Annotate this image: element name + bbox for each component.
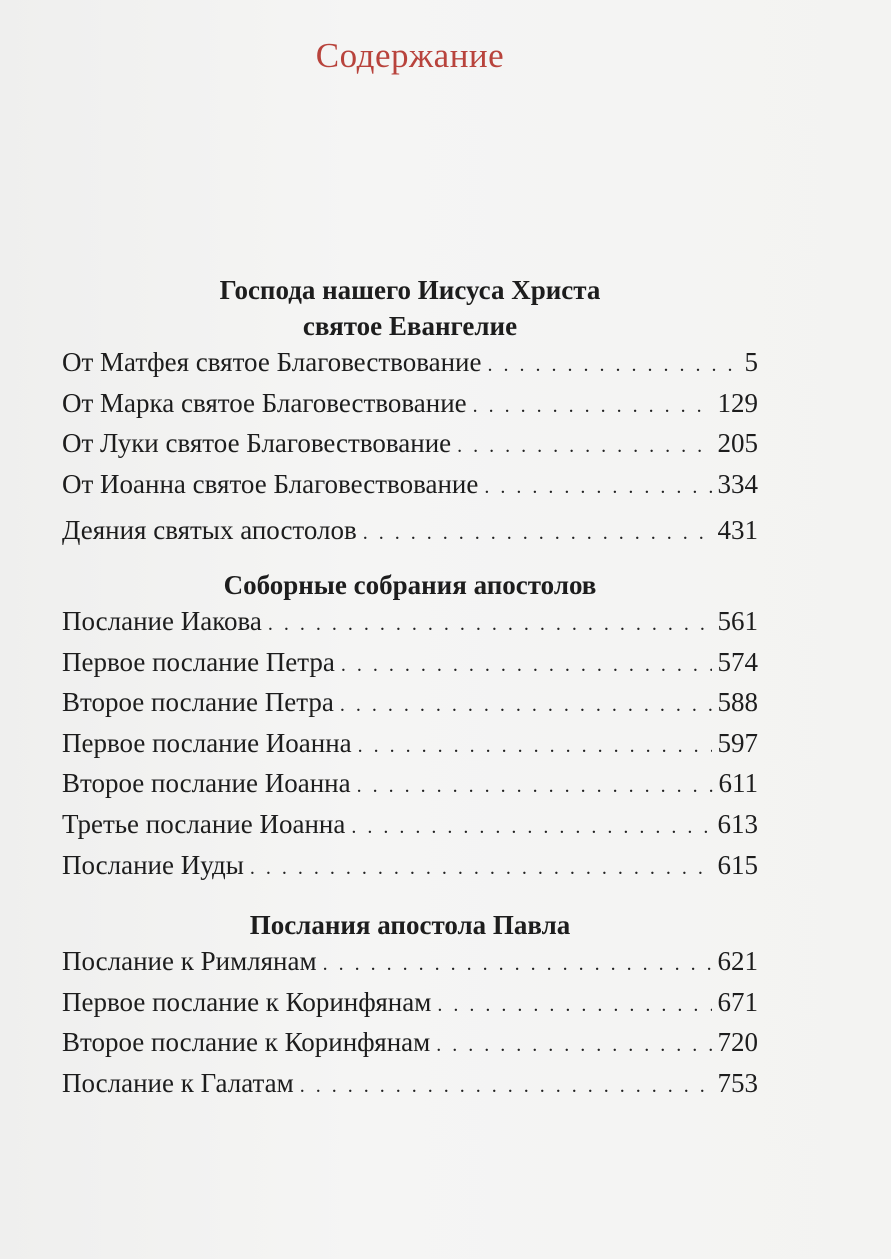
dot-leader	[323, 946, 712, 984]
toc-entry-page: 611	[718, 768, 758, 799]
toc-entry-page: 613	[717, 808, 758, 839]
toc-entry[interactable]	[62, 806, 758, 847]
toc-entry[interactable]	[62, 1065, 758, 1106]
toc-entry-title: Второе послание Петра	[62, 687, 334, 718]
dot-leader	[437, 987, 711, 1025]
toc-entry-title: Послание Иакова	[62, 605, 262, 636]
section-heading-line: святое Евангелие	[302, 311, 518, 341]
dot-leader	[487, 347, 738, 385]
dot-leader	[351, 809, 711, 847]
section-heading-pauline-epistles	[62, 907, 758, 943]
toc-entry-page: 588	[717, 687, 758, 718]
dot-leader	[250, 850, 712, 888]
toc-entry-title: Первое послание Иоанна	[62, 727, 352, 758]
toc-entry-page: 720	[717, 1027, 758, 1058]
toc-entry[interactable]	[62, 466, 758, 507]
toc-entry-page: 621	[717, 946, 758, 977]
section-heading-catholic-epistles	[62, 567, 758, 603]
dot-leader	[340, 687, 712, 725]
dot-leader	[358, 728, 712, 766]
section-heading-line: Господа нашего Иисуса Христа	[219, 275, 601, 305]
toc-entry-page: 753	[717, 1067, 758, 1098]
toc-entry-page: 5	[744, 347, 758, 377]
dot-leader	[357, 768, 713, 806]
toc-entry[interactable]	[62, 984, 758, 1025]
toc-entry-page: 574	[717, 646, 758, 677]
toc-entry[interactable]	[62, 425, 758, 466]
page-title: Содержание	[315, 36, 505, 75]
dot-leader	[473, 388, 712, 426]
section-heading-gospels	[62, 272, 758, 344]
section-heading-line: Соборные собрания апостолов	[223, 569, 597, 600]
toc-entry[interactable]	[62, 943, 758, 984]
dot-leader	[436, 1027, 711, 1065]
toc-entry-title: Деяния святых апостолов	[62, 515, 357, 546]
toc-entry-page: 205	[717, 428, 758, 459]
dot-leader	[341, 647, 712, 685]
dot-leader	[457, 428, 711, 466]
toc-entry[interactable]	[62, 725, 758, 766]
dot-leader	[363, 515, 712, 553]
toc-entry-page: 561	[717, 605, 758, 636]
toc-entry-title: От Иоанна святое Благовествование	[62, 468, 479, 499]
toc-entry-page: 334	[717, 468, 758, 499]
toc-entry-page: 129	[717, 387, 758, 418]
toc-entry-page: 597	[717, 727, 758, 758]
toc-entry[interactable]	[62, 684, 758, 725]
toc-entry-title: Третье послание Иоанна	[62, 808, 346, 839]
toc-entry-page: 431	[717, 515, 758, 546]
toc-entry[interactable]	[62, 847, 758, 888]
toc-entry[interactable]	[62, 385, 758, 426]
toc-entry[interactable]	[62, 512, 758, 553]
dot-leader	[268, 606, 712, 644]
toc-entry[interactable]	[62, 1024, 758, 1065]
toc-entry-title: От Луки святое Благовествование	[62, 428, 452, 459]
toc-entry[interactable]	[62, 344, 758, 385]
toc-entry-title: Первое послание к Коринфянам	[62, 986, 432, 1017]
toc-entry-title: От Марка святое Благовествование	[62, 387, 467, 418]
toc-entry-title: Послание Иуды	[62, 849, 244, 880]
dot-leader	[484, 469, 711, 507]
toc-entry[interactable]	[62, 765, 758, 806]
toc-entry[interactable]	[62, 644, 758, 685]
toc-entry-title: Первое послание Петра	[62, 646, 335, 677]
dot-leader	[300, 1068, 712, 1106]
toc-entry-title: Послание к Галатам	[62, 1067, 294, 1098]
toc-entry-title: Второе послание к Коринфянам	[62, 1027, 431, 1058]
toc-entry-page: 671	[717, 986, 758, 1017]
toc-entry-title: От Матфея святое Благовествование	[62, 347, 482, 377]
section-heading-line: Послания апостола Павла	[249, 910, 571, 941]
toc-entry-title: Послание к Римлянам	[62, 946, 317, 977]
toc-entry-title: Второе послание Иоанна	[62, 768, 351, 799]
table-of-contents	[62, 272, 758, 1106]
toc-entry[interactable]	[62, 603, 758, 644]
toc-entry-page: 615	[717, 849, 758, 880]
